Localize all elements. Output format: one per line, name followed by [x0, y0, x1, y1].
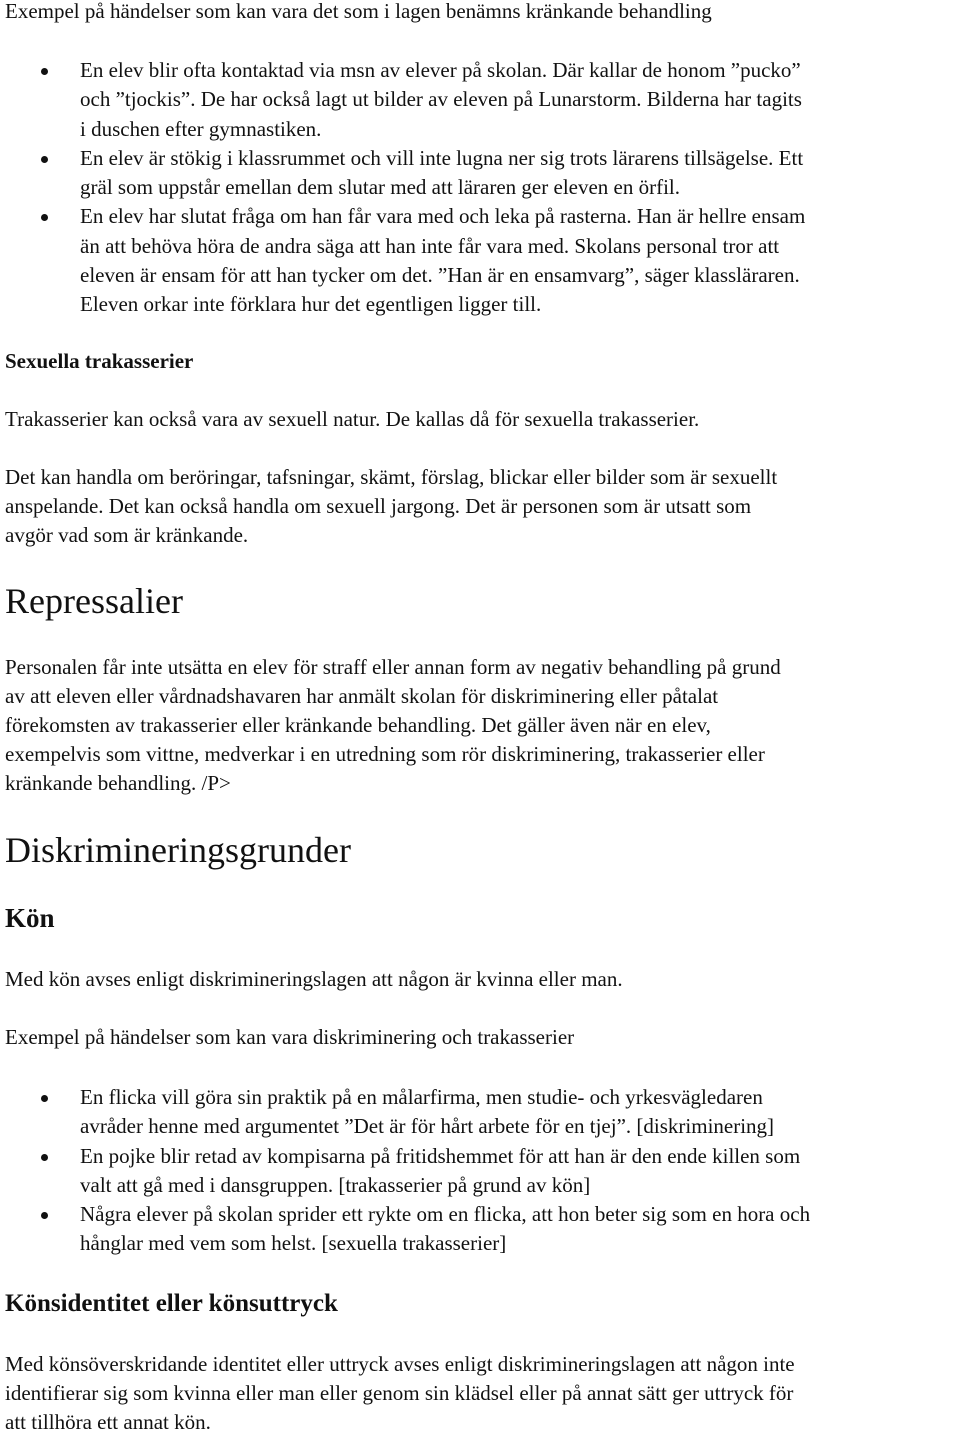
- kon-heading: Kön: [5, 903, 55, 933]
- kon-paragraph: Med kön avses enligt diskrimineringslagen att någon är kvinna eller man.: [5, 967, 623, 991]
- example-list-1: [0, 56, 805, 320]
- list-item: Några elever på skolan sprider ett rykte om en flicka, att hon beter sig som en hora och hånglar med vem som helst. [sexuella trakasserier]: [0, 1200, 810, 1259]
- repressalier-paragraph: Personalen får inte utsätta en elev för straff eller annan form av negativ behandling på grund av att eleven eller vårdnadshavaren har anmält skolan för diskriminering eller påtalat förekomsten av trakasserier eller kränkande behandling. Det gäller även när en elev, exempelvis som vittne, medverkar i en utredning som rör diskriminering, trakasserier eller kränkande behandling. /P>: [5, 655, 781, 795]
- kon-example-heading: Exempel på händelser som kan vara diskriminering och trakasserier: [5, 1025, 575, 1049]
- list-item: En elev blir ofta kontaktad via msn av elever på skolan. Där kallar de honom ”pucko” och ”tjockis”. De har också lagt ut bilder av eleven på Lunarstorm. Bilderna har tagits i duschen efter gymnastiken.: [0, 56, 805, 144]
- diskrimineringsgrunder-heading: Diskrimineringsgrunder: [5, 830, 351, 870]
- sexuella-trakasserier-heading: Sexuella trakasserier: [5, 349, 194, 373]
- sexuella-paragraph-2: Det kan handla om beröringar, tafsningar, skämt, förslag, blickar eller bilder som är sexuellt anspelande. Det kan också handla om sexuell jargong. Det är personen som är utsatt som avgör vad som är kränkande.: [5, 465, 778, 547]
- bullet-icon: [41, 68, 48, 75]
- konsidentitet-heading: Könsidentitet eller könsuttryck: [5, 1290, 338, 1317]
- bullet-icon: [41, 1154, 48, 1161]
- intro-heading: Exempel på händelser som kan vara det som i lagen benämns kränkande behandling: [5, 0, 712, 23]
- list-item: En pojke blir retad av kompisarna på fritidshemmet för att han är den ende killen som valt att gå med i dansgruppen. [trakasserier på grund av kön]: [0, 1142, 810, 1201]
- list-item: En flicka vill göra sin praktik på en målarfirma, men studie- och yrkesvägledaren avråder henne med argumentet ”Det är för hårt arbete för en tjej”. [diskriminering]: [0, 1083, 810, 1142]
- bullet-icon: [41, 156, 48, 163]
- list-item: En elev är stökig i klassrummet och vill inte lugna ner sig trots lärarens tillsägelse. Ett gräl som uppstår emellan dem slutar med att läraren ger eleven en örfil.: [0, 144, 805, 203]
- repressalier-heading: Repressalier: [5, 581, 183, 621]
- bullet-icon: [41, 1212, 48, 1219]
- example-list-2: [0, 1083, 810, 1259]
- list-item: En elev har slutat fråga om han får vara med och leka på rasterna. Han är hellre ensam än att behöva höra de andra säga att han inte får vara med. Skolans personal tror att eleven är ensam för att han tycker om det. ”Han är en ensamvarg”, säger klassläraren. Eleven orkar inte förklara hur det egentligen ligger till.: [0, 202, 805, 319]
- bullet-icon: [41, 214, 48, 221]
- konsidentitet-paragraph: Med könsöverskridande identitet eller uttryck avses enligt diskrimineringslagen att någon inte identifierar sig som kvinna eller man eller genom sin klädsel eller på annat sätt ger uttryck för att tillhöra ett annat kön.: [5, 1352, 795, 1434]
- bullet-icon: [41, 1095, 48, 1102]
- sexuella-paragraph-1: Trakasserier kan också vara av sexuell natur. De kallas då för sexuella trakasserier.: [5, 407, 700, 431]
